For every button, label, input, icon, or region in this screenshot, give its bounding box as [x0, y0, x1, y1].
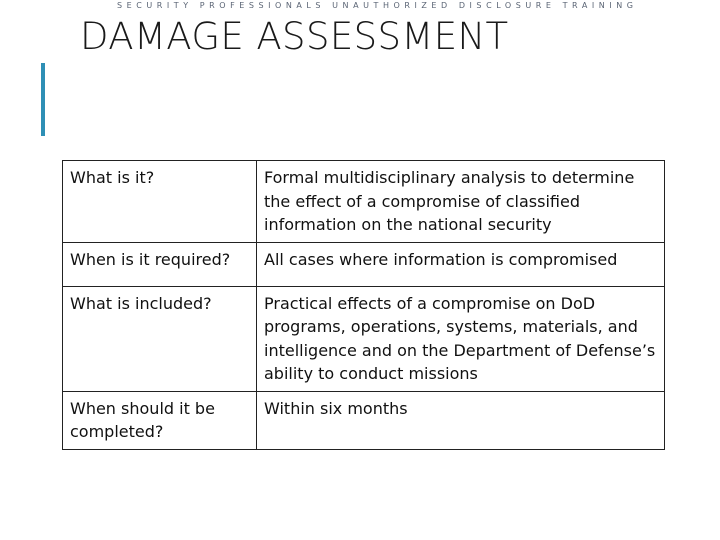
table-row	[63, 242, 665, 286]
table-row	[63, 286, 665, 391]
table-row	[63, 161, 665, 243]
row-answer: Within six months	[257, 391, 665, 449]
row-question: When should it be completed?	[63, 391, 257, 449]
damage-assessment-table	[62, 160, 665, 450]
row-question: What is it?	[63, 161, 257, 243]
row-question: When is it required?	[63, 242, 257, 286]
header-kicker: SECURITY PROFESSIONALS UNAUTHORIZED DISCLOSURE TRAINING	[117, 1, 638, 10]
row-answer: Formal multidisciplinary analysis to determine the effect of a compromise of classified information on the national security	[257, 161, 665, 243]
table-row	[63, 391, 665, 449]
row-question: What is included?	[63, 286, 257, 391]
accent-bar	[41, 63, 45, 136]
row-answer: All cases where information is compromised	[257, 242, 665, 286]
page-title: DAMAGE ASSESSMENT	[80, 15, 509, 58]
row-answer: Practical effects of a compromise on DoD programs, operations, systems, materials, and intelligence and on the Department of Defense’s ability to conduct missions	[257, 286, 665, 391]
